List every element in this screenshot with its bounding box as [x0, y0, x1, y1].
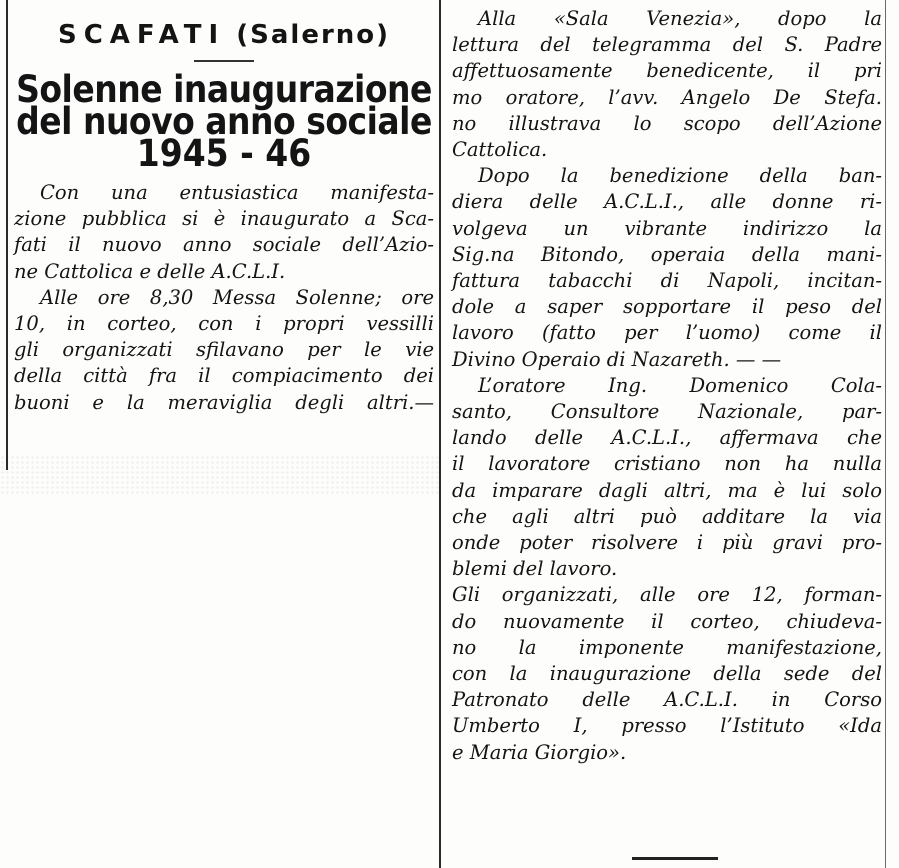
paper-speckle [0, 455, 440, 495]
text-line: no illustrava lo scopo dell’Azione [452, 111, 882, 135]
text-line: fati il nuovo anno sociale dell’Azio- [14, 233, 434, 257]
text-line: affettuosamente benedicente, il pri [452, 59, 882, 83]
text-line: do nuovamente il corteo, chiudeva- [452, 609, 882, 633]
text-line: blemi del lavoro. [452, 557, 618, 581]
text-line: Divino Operaio di Nazareth. — — [452, 347, 782, 371]
right-edge-rule [885, 0, 886, 868]
text-line: onde poter risolvere i più gravi pro- [452, 531, 882, 555]
text-line: dole a saper sopportare il peso del [452, 295, 882, 319]
text-line: Patronato delle A.C.L.I. in Corso [452, 688, 882, 712]
text-line: 10, in corteo, con i propri vessilli [14, 312, 434, 336]
text-line: Cattolica. [452, 138, 548, 162]
headline-line: del nuovo anno sociale [16, 99, 432, 144]
text-line: Con una entusiastica manifesta- [40, 181, 434, 204]
text-line: lavoro (fatto per l’uomo) come il [452, 321, 882, 345]
text-line: Sig.na Bitondo, operaia della mani- [452, 242, 882, 266]
dateline-region: (Salerno) [236, 20, 391, 50]
text-line: Alle ore 8,30 Messa Solenne; ore [40, 285, 434, 309]
text-line: zione pubblica si è inaugurato a Sca- [14, 207, 434, 231]
dateline [14, 18, 434, 52]
right-column [452, 6, 882, 766]
text-line: Umberto I, presso l’Istituto «Ida [452, 714, 882, 738]
text-line: con la inaugurazione della sede del [452, 662, 882, 686]
dateline-rule [194, 60, 254, 62]
text-line: Alla «Sala Venezia», dopo la [478, 7, 882, 30]
text-line: fattura tabacchi di Napoli, incitan- [452, 269, 882, 293]
text-line: della città fra il compiacimento dei [14, 364, 434, 388]
text-line: che agli altri può additare la via [452, 504, 882, 528]
headline [14, 67, 434, 176]
text-line: no la imponente manifestazione, [452, 635, 882, 659]
text-line: e Maria Giorgio». [452, 740, 627, 764]
text-line: Gli organizzati, alle ore 12, forman- [452, 583, 882, 607]
left-column-rule [6, 0, 8, 470]
text-line: volgeva un vibrante indirizzo la [452, 216, 882, 240]
left-body [14, 180, 434, 416]
right-body [452, 6, 882, 766]
text-line: lando delle A.C.L.I., affermava che [452, 426, 882, 450]
text-line: gli organizzati sfilavano per le vie [14, 338, 434, 362]
text-line: santo, Consultore Nazionale, par- [452, 400, 882, 424]
text-line: diera delle A.C.L.I., alle donne ri- [452, 190, 882, 214]
left-column [14, 8, 434, 416]
headline-line: 1945 - 46 [136, 131, 312, 176]
text-line: il lavoratore cristiano non ha nulla [452, 452, 882, 476]
dateline-city: SCAFATI [57, 20, 226, 50]
text-line: L’oratore Ing. Domenico Cola- [478, 373, 882, 397]
headline-line: Solenne inaugurazione [16, 67, 432, 112]
text-line: Dopo la benedizione della ban- [478, 164, 882, 188]
text-line: lettura del telegramma del S. Padre [452, 33, 882, 57]
text-line: buoni e la meraviglia degli altri.— [14, 390, 434, 414]
column-divider [439, 0, 441, 868]
text-line: mo oratore, l’avv. Angelo De Stefa. [452, 85, 882, 109]
text-line: ne Cattolica e delle A.C.L.I. [14, 259, 286, 283]
text-line: da imparare dagli altri, ma è lui solo [452, 478, 882, 502]
end-rule [632, 857, 718, 860]
